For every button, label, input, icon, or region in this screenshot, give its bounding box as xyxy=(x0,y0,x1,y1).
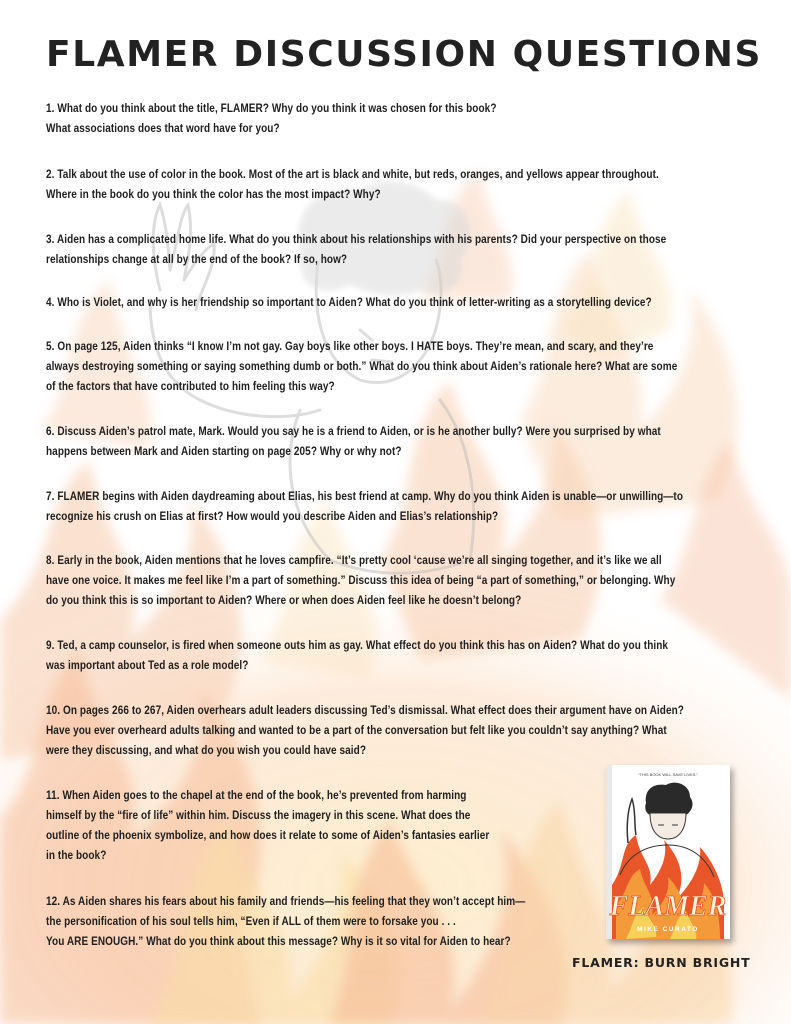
question-line: happens between Mark and Aiden starting on page 205? Why or why not? xyxy=(46,444,402,458)
question-line: 8. Early in the book, Aiden mentions that he loves campfire. “It’s pretty cool ‘cause we’re all singing together, and it’s like we all xyxy=(46,553,662,567)
question-line: relationships change at all by the end of the book? If so, how? xyxy=(46,252,348,266)
question-line: 11. When Aiden goes to the chapel at the end of the book, he’s prevented from harming xyxy=(46,788,467,802)
question-line: 5. On page 125, Aiden thinks “I know I’m not gay. Gay boys like other boys. I HATE boys. They’re mean, and scary, and they’re xyxy=(46,339,654,353)
question-line: the personification of his soul tells him, “Even if ALL of them were to forsake you . . . xyxy=(46,914,456,928)
question-11 xyxy=(46,785,489,865)
book-blurb: “THIS BOOK WILL SAVE LIVES.” xyxy=(638,772,698,777)
question-3 xyxy=(46,229,666,269)
question-8 xyxy=(46,550,675,610)
question-4 xyxy=(46,292,652,312)
question-line: What associations does that word have for you? xyxy=(46,121,280,135)
question-line: do you think this is so important to Aiden? Where or when does Aiden feel like he doesn’t belong? xyxy=(46,593,522,607)
question-line: outline of the phoenix symbolize, and how does it relate to some of Aiden’s fantasies earlier xyxy=(46,828,490,842)
question-line: You ARE ENOUGH.” What do you think about this message? Why is it so vital for Aiden to hear? xyxy=(46,934,511,948)
question-line: was important about Ted as a role model? xyxy=(46,658,249,672)
question-5 xyxy=(46,336,677,396)
question-line: always destroying something or saying something dumb or both.” What do you think about Aiden’s rationale here? What are some xyxy=(46,359,678,373)
question-1 xyxy=(46,98,497,138)
question-line: have one voice. It makes me feel like I’m a part of something.” Discuss this idea of being “a part of something,” or belonging. Why xyxy=(46,573,676,587)
question-6 xyxy=(46,421,661,461)
question-line: 6. Discuss Aiden’s patrol mate, Mark. Would you say he is a friend to Aiden, or is he another bully? Were you surprised by what xyxy=(46,424,661,438)
question-line: 10. On pages 266 to 267, Aiden overhears adult leaders discussing Ted’s dismissal. What effect does their argument have on Aiden? xyxy=(46,703,684,717)
question-line: 3. Aiden has a complicated home life. What do you think about his relationships with his parents? Did your perspective on those xyxy=(46,232,667,246)
question-line: were they discussing, and what do you wish you could have said? xyxy=(46,743,367,757)
question-7 xyxy=(46,486,683,526)
question-line: 4. Who is Violet, and why is her friendship so important to Aiden? What do you think of letter-writing as a storytelling device? xyxy=(46,295,652,309)
page-title: FLAMER DISCUSSION QUESTIONS xyxy=(46,34,762,75)
question-line: 2. Talk about the use of color in the book. Most of the art is black and white, but reds, oranges, and yellows appear throughout. xyxy=(46,167,659,181)
book-cover-image xyxy=(606,765,730,939)
question-line: recognize his crush on Elias at first? How would you describe Aiden and Elias’s relationship? xyxy=(46,509,499,523)
book-cover-title: FLAMER xyxy=(609,891,727,922)
question-line: in the book? xyxy=(46,848,107,862)
book-cover-author: MIKE CURATO xyxy=(637,926,699,933)
question-2 xyxy=(46,164,659,204)
question-12 xyxy=(46,891,525,951)
question-line: 9. Ted, a camp counselor, is fired when someone outs him as gay. What effect do you think this has on Aiden? What do you think xyxy=(46,638,669,652)
question-line: 1. What do you think about the title, FLAMER? Why do you think it was chosen for this book? xyxy=(46,101,497,115)
question-10 xyxy=(46,700,684,760)
question-line: of the factors that have contributed to him feeling this way? xyxy=(46,379,335,393)
book-caption: FLAMER: BURN BRIGHT xyxy=(572,955,751,970)
question-line: Where in the book do you think the color has the most impact? Why? xyxy=(46,187,381,201)
question-line: Have you ever overheard adults talking and wanted to be a part of the conversation but felt like you couldn’t say anything? What xyxy=(46,723,667,737)
question-9 xyxy=(46,635,668,675)
question-line: 12. As Aiden shares his fears about his family and friends—his feeling that they won’t accept him— xyxy=(46,894,526,908)
question-line: 7. FLAMER begins with Aiden daydreaming about Elias, his best friend at camp. Why do you think Aiden is unable—or unwilling—to xyxy=(46,489,684,503)
question-line: himself by the “fire of life” within him. Discuss the imagery in this scene. What does the xyxy=(46,808,471,822)
